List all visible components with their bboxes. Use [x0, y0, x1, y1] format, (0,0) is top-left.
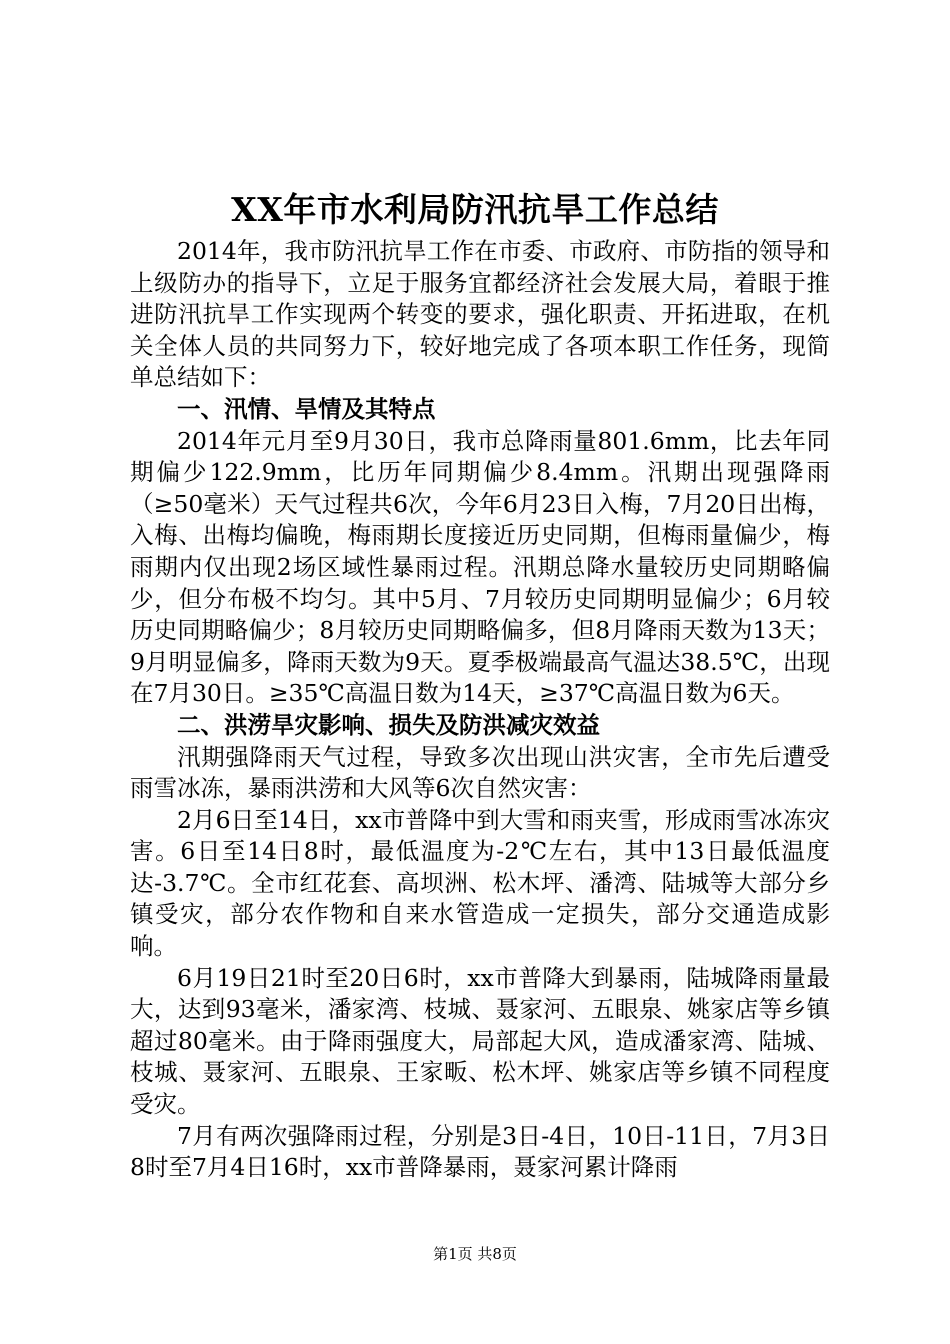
rainfall-paragraph: 2014年元月至9月30日，我市总降雨量801.6mm，比去年同期偏少122.9mm，比历年同期偏少8.4mm。汛期出现强降雨（≥50毫米）天气过程共6次，今年6月23日入梅，7月20日出梅，入梅、出梅均偏晚，梅雨期长度接近历史同期，但梅雨量偏少，梅雨期内仅出现2场区域性暴雨过程。汛期总降水量较历史同期略偏少，但分布极不均匀。其中5月、7月较历史同期明显偏少；6月较历史同期略偏少；8月较历史同期略偏多，但8月降雨天数为13天；9月明显偏多，降雨天数为9天。夏季极端最高气温达38.5℃，出现在7月30日。≥35℃高温日数为14天，≥37℃高温日数为6天。 [130, 426, 830, 708]
section-heading-2: 二、洪涝旱灾影响、损失及防洪减灾效益 [177, 710, 600, 739]
document-title: XX年市水利局防汛抗旱工作总结 [231, 190, 719, 229]
page-footer: 第1页 共8页 [433, 1245, 517, 1263]
february-paragraph: 2月6日至14日，xx市普降中到大雪和雨夹雪，形成雨雪冰冻灾害。6日至14日8时，最低温度为-2℃左右，其中13日最低温度达-3.7℃。全市红花套、高坝洲、松木坪、潘湾、陆城等大部分乡镇受灾，部分农作物和自来水管造成一定损失，部分交通造成影响。 [130, 805, 830, 961]
june-paragraph: 6月19日21时至20日6时，xx市普降大到暴雨，陆城降雨量最大，达到93毫米，潘家湾、枝城、聂家河、五眼泉、姚家店等乡镇超过80毫米。由于降雨强度大，局部起大风，造成潘家湾、陆城、枝城、聂家河、五眼泉、王家畈、松木坪、姚家店等乡镇不同程度受灾。 [130, 963, 830, 1119]
disaster-intro-paragraph: 汛期强降雨天气过程，导致多次出现山洪灾害，全市先后遭受雨雪冰冻，暴雨洪涝和大风等6次自然灾害： [130, 742, 830, 803]
intro-paragraph: 2014年，我市防汛抗旱工作在市委、市政府、市防指的领导和上级防办的指导下，立足于服务宜都经济社会发展大局，着眼于推进防汛抗旱工作实现两个转变的要求，强化职责、开拓进取，在机关全体人员的共同努力下，较好地完成了各项本职工作任务，现简单总结如下： [130, 237, 830, 392]
july-paragraph: 7月有两次强降雨过程，分别是3日-4日，10日-11日，7月3日8时至7月4日16时，xx市普降暴雨，聂家河累计降雨 [130, 1121, 830, 1182]
section-heading-1: 一、汛情、旱情及其特点 [177, 394, 436, 423]
document-body [130, 236, 830, 1184]
